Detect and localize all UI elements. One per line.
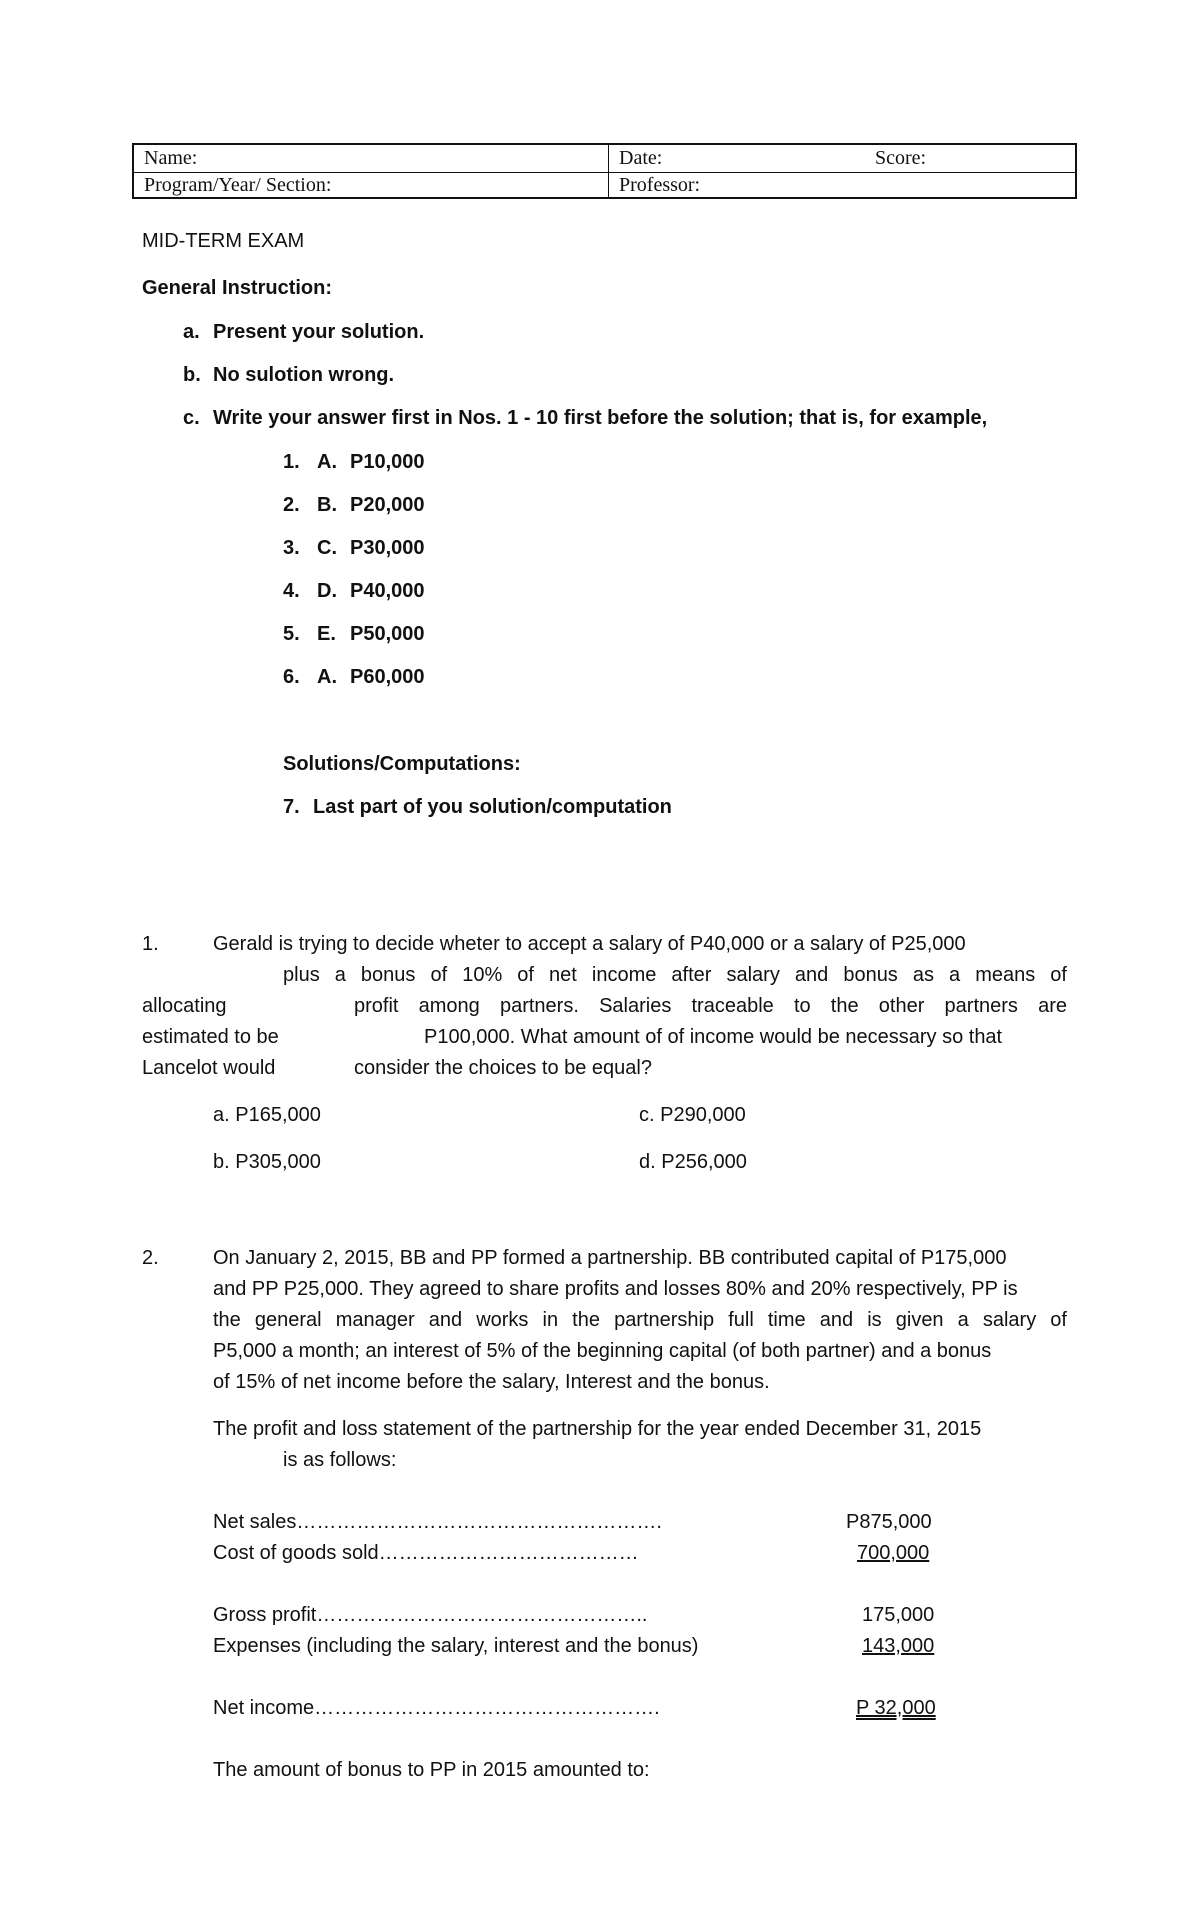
pl-cogs-amount: 700,000	[857, 1542, 930, 1564]
instruction-title: General Instruction:	[142, 277, 333, 299]
instruction-b-marker: b.	[183, 364, 201, 386]
q2-question: The amount of bonus to PP in 2015 amounted to:	[213, 1759, 650, 1781]
score-label: Score:	[875, 147, 927, 169]
example-2-amount: P20,000	[350, 494, 425, 516]
instruction-b-text: No sulotion wrong.	[213, 364, 395, 386]
pl-expenses-label: Expenses (including the salary, interest and the bonus)	[213, 1635, 699, 1657]
header-divider	[608, 145, 609, 197]
example-4-letter: D.	[317, 580, 337, 602]
q1-choice-a: a. P165,000	[213, 1104, 321, 1126]
q1-line3-right: profit among partners. Salaries traceable to the other partners are	[354, 995, 1067, 1017]
example-1-letter: A.	[317, 451, 337, 473]
q2-statement-line2: is as follows:	[283, 1449, 397, 1471]
example-2-letter: B.	[317, 494, 337, 516]
example-6-no: 6.	[283, 666, 300, 688]
instruction-a-marker: a.	[183, 321, 200, 343]
q1-number: 1.	[142, 933, 159, 955]
date-label: Date:	[619, 147, 663, 169]
q1-line2: plus a bonus of 10% of net income after salary and bonus as a means of	[283, 964, 1067, 986]
example-6-amount: P60,000	[350, 666, 425, 688]
instruction-a-text: Present your solution.	[213, 321, 425, 343]
q1-line4-right: P100,000. What amount of of income would be necessary so that	[424, 1026, 1003, 1048]
example-5-no: 5.	[283, 623, 300, 645]
example-4-amount: P40,000	[350, 580, 425, 602]
q1-line5-left: Lancelot would	[142, 1057, 276, 1079]
q1-line3-left: allocating	[142, 995, 227, 1017]
example-1-no: 1.	[283, 451, 300, 473]
exam-title: MID-TERM EXAM	[142, 230, 305, 252]
pl-cogs-label: Cost of goods sold…………………………………	[213, 1542, 639, 1564]
name-label: Name:	[144, 147, 198, 169]
pl-net-income-label: Net income…………………………………………….	[213, 1697, 660, 1719]
example-1-amount: P10,000	[350, 451, 425, 473]
example-3-letter: C.	[317, 537, 337, 559]
example-7-no: 7.	[283, 796, 300, 818]
header-table	[132, 143, 1077, 199]
professor-label: Professor:	[619, 174, 701, 196]
q2-line4: P5,000 a month; an interest of 5% of the beginning capital (of both partner) and a bonus	[213, 1340, 992, 1362]
q1-line1: Gerald is trying to decide wheter to accept a salary of P40,000 or a salary of P25,000	[213, 933, 966, 955]
example-4-no: 4.	[283, 580, 300, 602]
q2-line5: of 15% of net income before the salary, Interest and the bonus.	[213, 1371, 770, 1393]
instruction-c-marker: c.	[183, 407, 200, 429]
program-label: Program/Year/ Section:	[144, 174, 332, 196]
pl-gross-profit-label: Gross profit…………………………………………..	[213, 1604, 648, 1626]
instruction-c-text: Write your answer first in Nos. 1 - 10 first before the solution; that is, for example,	[213, 407, 988, 429]
example-5-letter: E.	[317, 623, 336, 645]
pl-net-sales-amount: P875,000	[846, 1511, 932, 1533]
q1-choice-c: c. P290,000	[639, 1104, 746, 1126]
solutions-label: Solutions/Computations:	[283, 753, 521, 775]
pl-net-income-amount: P 32,000	[856, 1697, 936, 1719]
example-5-amount: P50,000	[350, 623, 425, 645]
example-2-no: 2.	[283, 494, 300, 516]
pl-gross-profit-amount: 175,000	[862, 1604, 935, 1626]
q1-line4-left: estimated to be	[142, 1026, 279, 1048]
example-3-no: 3.	[283, 537, 300, 559]
q2-line3: the general manager and works in the partnership full time and is given a salary of	[213, 1309, 1067, 1331]
example-7-text: Last part of you solution/computation	[313, 796, 672, 818]
example-3-amount: P30,000	[350, 537, 425, 559]
header-row-2	[134, 172, 1075, 199]
header-row-1	[134, 145, 1075, 173]
q2-line1: On January 2, 2015, BB and PP formed a partnership. BB contributed capital of P175,000	[213, 1247, 1007, 1269]
example-6-letter: A.	[317, 666, 337, 688]
q1-line5-right: consider the choices to be equal?	[354, 1057, 652, 1079]
q2-statement-line1: The profit and loss statement of the partnership for the year ended December 31, 2015	[213, 1418, 982, 1440]
q1-choice-d: d. P256,000	[639, 1151, 747, 1173]
q2-number: 2.	[142, 1247, 159, 1269]
q2-line2: and PP P25,000. They agreed to share profits and losses 80% and 20% respectively, PP is	[213, 1278, 1018, 1300]
pl-expenses-amount: 143,000	[862, 1635, 935, 1657]
pl-net-sales-label: Net sales……………………………………………….	[213, 1511, 662, 1533]
q1-choice-b: b. P305,000	[213, 1151, 321, 1173]
